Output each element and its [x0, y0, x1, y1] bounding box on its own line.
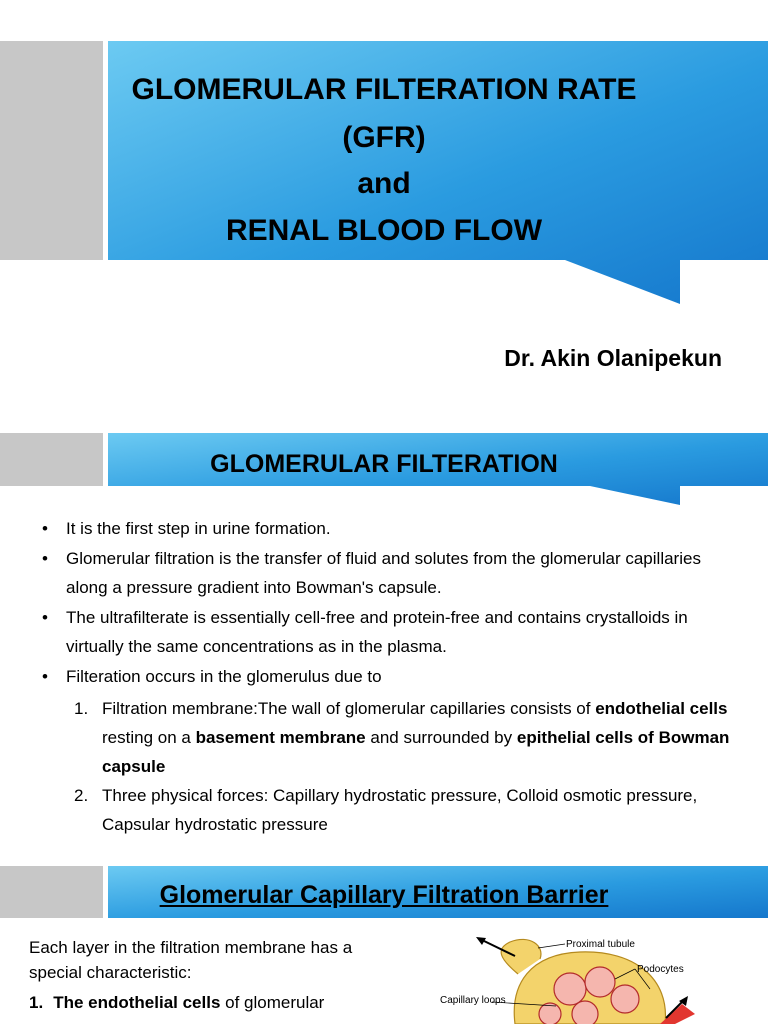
numbered-item — [74, 694, 734, 781]
title-line-1: GLOMERULAR FILTERATION RATE — [131, 73, 637, 106]
item-number: 1. — [29, 993, 44, 1012]
item-number: 2. — [74, 786, 89, 805]
bullet-item — [42, 662, 732, 691]
capillary-loop-shape — [585, 967, 615, 997]
filtration-slide — [0, 420, 768, 846]
item-text: Three physical forces: Capillary hydrostatic pressure, Colloid osmotic pressure, Capsular hydrostatic pressure — [102, 786, 698, 834]
barrier-slide — [0, 846, 768, 1024]
bullet-text: It is the first step in urine formation. — [66, 519, 331, 538]
label-proximal-tubule: Proximal tubule — [566, 939, 635, 950]
title-slide — [0, 0, 768, 420]
intro-text: Each layer in the filtration membrane has a special characteristic: — [29, 938, 353, 982]
title-banner — [0, 0, 768, 310]
capillary-loop-shape — [572, 1001, 598, 1024]
bullet-item — [42, 544, 732, 602]
numbered-item: 1. The endothelial cells of glomerular — [29, 993, 325, 1012]
bullet-item — [42, 603, 732, 661]
bullet-text: Glomerular filtration is the transfer of fluid and solutes from the glomerular capillaries along a pressure gradient into Bowman's capsule. — [66, 549, 701, 597]
title-line-4: RENAL BLOOD FLOW — [225, 214, 543, 247]
title-line-3: and — [357, 167, 411, 200]
capillary-loop-shape — [611, 985, 639, 1013]
bullet-icon: • — [42, 549, 48, 568]
glomerulus-diagram — [420, 934, 720, 1024]
bullet-icon: • — [42, 667, 48, 686]
numbered-item — [74, 781, 734, 839]
bullet-text: The ultrafilterate is essentially cell-free and protein-free and contains crystalloids in virtually the same concentrations as in the plasma. — [66, 608, 688, 656]
item-text: Filtration membrane:The wall of glomerular capillaries consists of endothelial cells resting on a basement membrane and surrounded by epithelial cells of Bowman capsule — [102, 699, 730, 776]
leader-line — [538, 944, 565, 948]
bullet-icon: • — [42, 608, 48, 627]
title-line-2: (GFR) — [342, 121, 426, 154]
item-number: 1. — [74, 699, 89, 718]
slide-title: GLOMERULAR FILTERATION — [210, 450, 558, 478]
capillary-loop-shape — [539, 1003, 561, 1024]
author-name: Dr. Akin Olanipekun — [504, 345, 722, 371]
slide-title: Glomerular Capillary Filtration Barrier — [159, 881, 609, 909]
bullet-text: Filteration occurs in the glomerulus due to — [66, 667, 382, 686]
label-capillary-loops: Capillary loops — [440, 995, 506, 1006]
bullet-item — [42, 514, 732, 543]
bullet-icon: • — [42, 519, 48, 538]
capillary-loop-shape — [554, 973, 586, 1005]
label-podocytes: Podocytes — [637, 964, 684, 975]
